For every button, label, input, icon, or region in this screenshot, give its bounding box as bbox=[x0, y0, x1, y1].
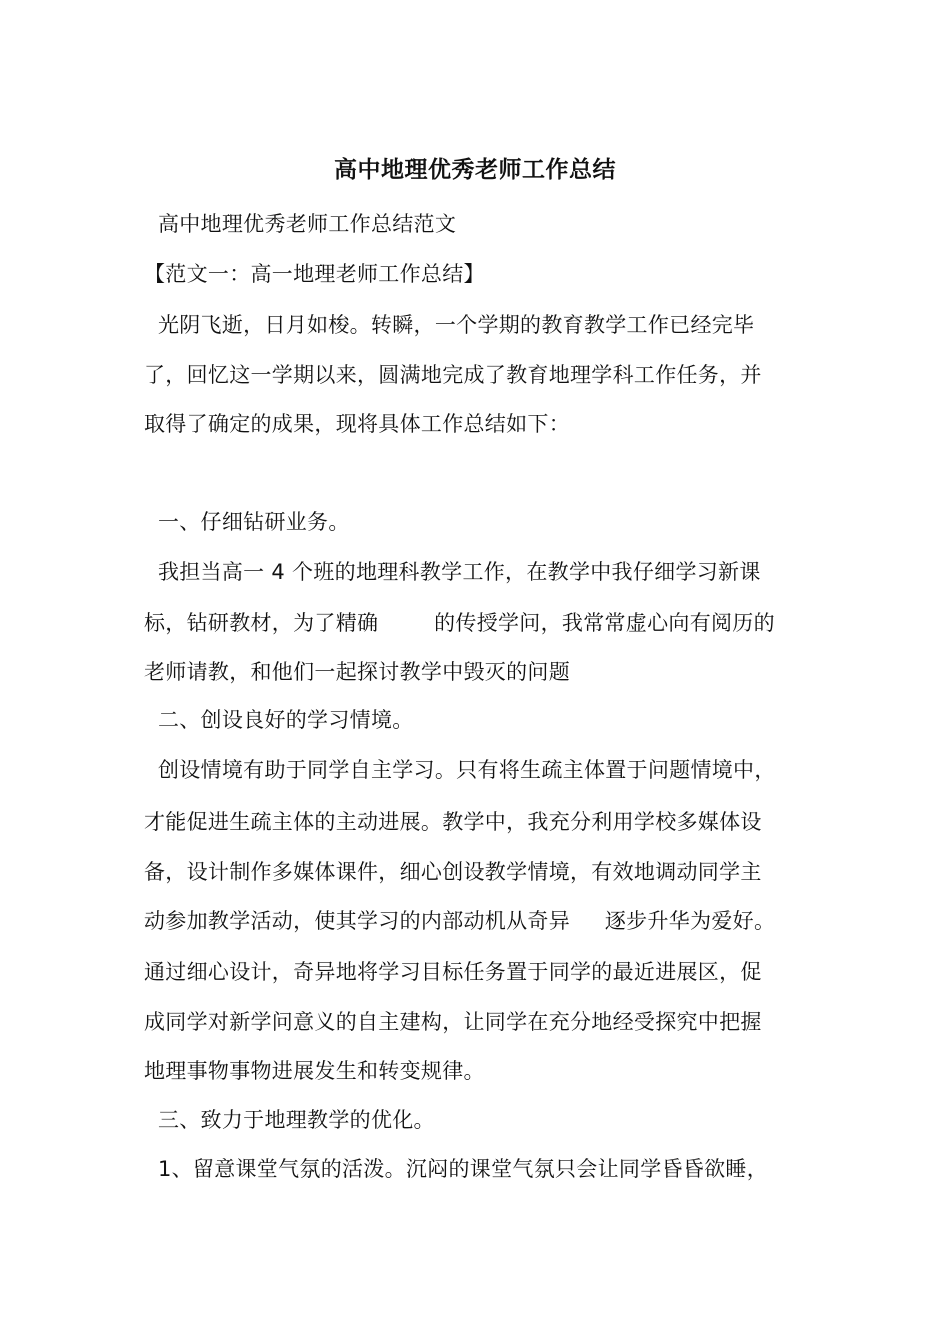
paragraph-line: 创设情境有助于同学自主学习。只有将生疏主体置于问题情境中， bbox=[144, 758, 776, 782]
paragraph-line: 取得了确定的成果，现将具体工作总结如下： bbox=[144, 412, 570, 436]
heading-line: 一、仔细钻研业务。 bbox=[144, 510, 350, 534]
heading-line: 三、致力于地理教学的优化。 bbox=[144, 1108, 435, 1132]
section-heading-line: 【范文一：高一地理老师工作总结】 bbox=[144, 262, 485, 286]
paragraph-line: 地理事物事物进展发生和转变规律。 bbox=[144, 1059, 485, 1083]
paragraph-line: 通过细心设计，奇异地将学习目标任务置于同学的最近进展区，促 bbox=[144, 960, 762, 984]
paragraph-line: 1、留意课堂气氛的活泼。沉闷的课堂气氛只会让同学昏昏欲睡， bbox=[144, 1157, 769, 1181]
heading-line: 二、创设良好的学习情境。 bbox=[144, 708, 414, 732]
paragraph-line: 动参加教学活动，使其学习的内部动机从奇异 逐步升华为爱好。 bbox=[144, 909, 776, 933]
subtitle-line: 高中地理优秀老师工作总结范文 bbox=[144, 212, 457, 236]
paragraph-line: 标，钻研教材，为了精确 的传授学问，我常常虚心向有阅历的 bbox=[144, 611, 775, 635]
paragraph-line: 才能促进生疏主体的主动进展。教学中，我充分利用学校多媒体设 bbox=[144, 810, 762, 834]
paragraph-line: 备，设计制作多媒体课件，细心创设教学情境，有效地调动同学主 bbox=[144, 860, 762, 884]
paragraph-line: 了，回忆这一学期以来，圆满地完成了教育地理学科工作任务，并 bbox=[144, 363, 762, 387]
document-title: 高中地理优秀老师工作总结 bbox=[334, 157, 616, 183]
paragraph-line: 光阴飞逝，日月如梭。转瞬，一个学期的教育教学工作已经完毕 bbox=[144, 313, 755, 337]
paragraph-line: 成同学对新学问意义的自主建构，让同学在充分地经受探究中把握 bbox=[144, 1010, 762, 1034]
paragraph-line: 我担当高一 4 个班的地理科教学工作，在教学中我仔细学习新课 bbox=[144, 560, 761, 584]
paragraph-line: 老师请教，和他们一起探讨教学中毁灭的问题 bbox=[144, 660, 570, 684]
